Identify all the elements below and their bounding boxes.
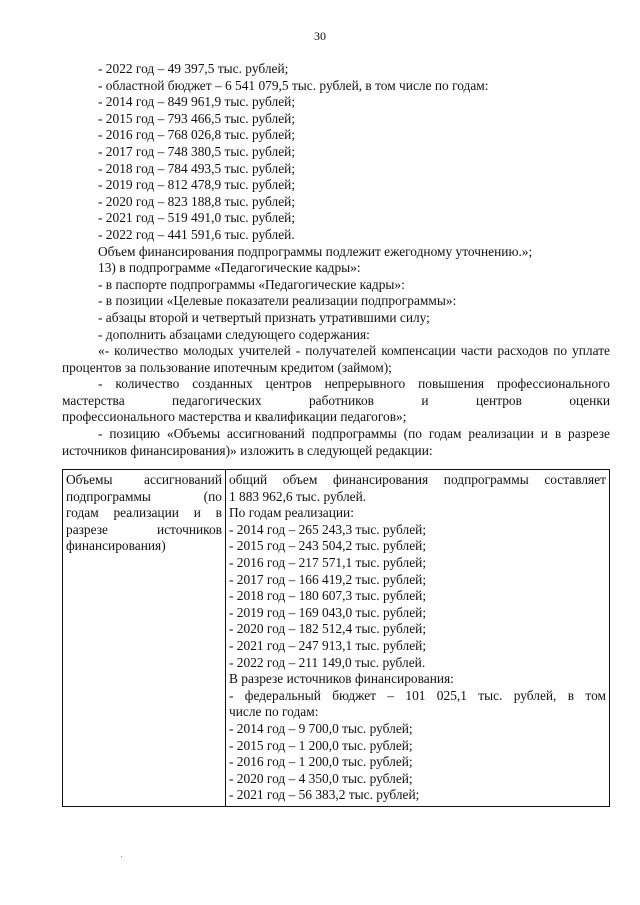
page-number: 30 <box>314 29 326 43</box>
year-line: - 2019 год – 169 043,0 тыс. рублей; <box>229 604 427 620</box>
text-line: - 2019 год – 812 478,9 тыс. рублей; <box>98 177 296 193</box>
text-line: - 2014 год – 849 961,9 тыс. рублей; <box>98 94 296 110</box>
heading-line: подпрограммы (по <box>66 488 222 504</box>
table-cell-heading <box>63 470 226 807</box>
text-line: - дополнить абзацами следующего содержания: <box>98 326 370 342</box>
text-line: - 2022 год – 49 397,5 тыс. рублей; <box>98 61 289 76</box>
table-cell-content <box>226 470 610 807</box>
federal-year-line: - 2016 год – 1 200,0 тыс. рублей; <box>229 754 413 770</box>
year-line: - 2016 год – 217 571,1 тыс. рублей; <box>229 554 427 570</box>
text-line: - 2022 год – 441 591,6 тыс. рублей. <box>98 226 295 242</box>
heading-line: годам реализации и в <box>66 505 222 521</box>
text-line: Объем финансирования подпрограммы подлежит ежегодному уточнению.»; <box>98 243 533 259</box>
text-line: - 2018 год – 784 493,5 тыс. рублей; <box>98 160 296 176</box>
year-line: - 2014 год – 265 243,3 тыс. рублей; <box>229 521 427 537</box>
text-line: - 2017 год – 748 380,5 тыс. рублей; <box>98 143 296 159</box>
total-line: 1 883 962,6 тыс. рублей. <box>229 488 367 504</box>
text-line: - областной бюджет – 6 541 079,5 тыс. рублей, в том числе по годам: <box>98 77 489 93</box>
text-line: - 2020 год – 823 188,8 тыс. рублей; <box>98 193 296 209</box>
text-line: - 2021 год – 519 491,0 тыс. рублей; <box>98 210 296 226</box>
federal-year-line: - 2015 год – 1 200,0 тыс. рублей; <box>229 737 413 753</box>
heading-line: финансирования) <box>66 538 166 554</box>
table-row <box>63 470 610 807</box>
text-line: 13) в подпрограмме «Педагогические кадры»: <box>98 260 361 276</box>
year-line: - 2020 год – 182 512,4 тыс. рублей; <box>229 621 427 637</box>
paragraph-centers-first: - количество созданных центров непрерывного повышения профессионального мастерства педагогических работников и центров оценки <box>62 376 610 408</box>
scan-speck <box>121 856 122 857</box>
federal-year-line: - 2021 год – 56 383,2 тыс. рублей; <box>229 787 420 803</box>
year-line: - 2021 год – 247 913,1 тыс. рублей; <box>229 637 427 653</box>
by-sources-heading: В разрезе источников финансирования: <box>229 671 454 687</box>
by-years-heading: По годам реализации: <box>229 505 354 521</box>
federal-year-line: - 2020 год – 4 350,0 тыс. рублей; <box>229 770 413 786</box>
text-line: - абзацы второй и четвертый признать утратившими силу; <box>98 309 430 325</box>
year-line: - 2018 год – 180 607,3 тыс. рублей; <box>229 588 427 604</box>
total-line: общий объем финансирования подпрограммы составляет <box>229 472 606 487</box>
allocation-table <box>62 469 610 807</box>
paragraph-position: - позицию «Объемы ассигнований подпрограммы (по годам реализации и в разрезе источников финансирования)» изложить в следующей редакции: <box>62 426 610 458</box>
federal-line: числе по годам: <box>229 704 319 720</box>
heading-line: разрезе источников <box>66 521 222 537</box>
paragraph-centers-last: профессионального мастерства и квалификации педагогов»; <box>62 409 407 425</box>
heading-line: Объемы ассигнований <box>66 472 222 487</box>
federal-year-line: - 2014 год – 9 700,0 тыс. рублей; <box>229 720 413 736</box>
text-line: - в паспорте подпрограммы «Педагогические кадры»: <box>98 276 405 292</box>
year-line: - 2015 год – 243 504,2 тыс. рублей; <box>229 538 427 554</box>
text-line: - 2016 год – 768 026,8 тыс. рублей; <box>98 127 296 143</box>
text-line: - 2015 год – 793 466,5 тыс. рублей; <box>98 110 296 126</box>
text-line: - в позиции «Целевые показатели реализации подпрограммы»: <box>98 293 457 309</box>
year-line: - 2022 год – 211 149,0 тыс. рублей. <box>229 654 426 670</box>
paragraph-young-teachers: «- количество молодых учителей - получателей компенсации части расходов по уплате процентов за пользование ипотечным кредитом (займом); <box>62 343 610 375</box>
document-body <box>62 61 610 459</box>
year-line: - 2017 год – 166 419,2 тыс. рублей; <box>229 571 427 587</box>
federal-line: - федеральный бюджет – 101 025,1 тыс. рублей, в том <box>229 687 606 703</box>
